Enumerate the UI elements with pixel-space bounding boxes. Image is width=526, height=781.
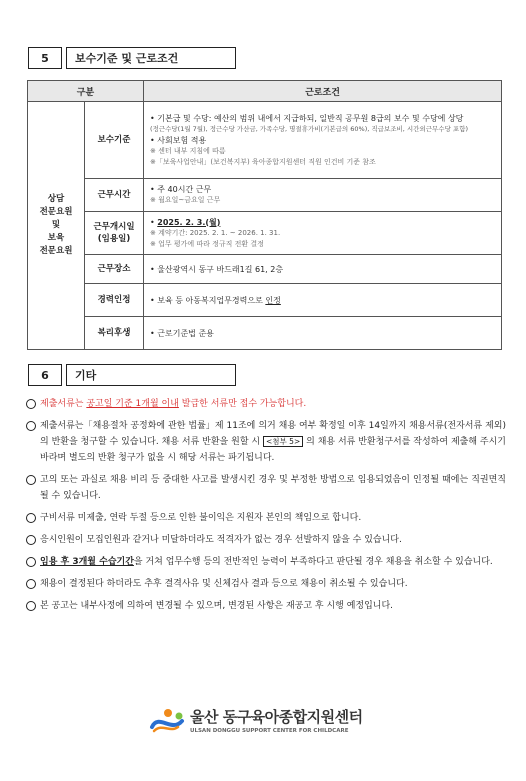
list-item: 제출서류는「채용절차 공정화에 관한 법률」제 11조에 의거 채용 여부 확정일 이후 14일까지 채용서류(전자서류 제외)의 반환을 청구할 수 있습니다. 채용 서류 반환을 원할 시 <첨부 5> 의 채용 서류 반환청구서를 작성하여 제출해 주시기 바라며 별도의 반환 청구가 없을 시 해당 서류는 파기됩니다.: [26, 418, 506, 466]
career-label: 경력인정: [85, 284, 144, 317]
career-value: • 보육 등 아동복지업무경력으로 인정: [144, 284, 502, 317]
circle-bullet-icon: [26, 513, 36, 523]
table-row-pay: [28, 102, 502, 179]
section-5-number: 5: [28, 47, 62, 69]
section-6-heading: [28, 364, 236, 386]
table-row-hours: [28, 179, 502, 212]
table-row-welfare: [28, 317, 502, 350]
section-6-number: 6: [28, 364, 62, 386]
section-5-title: 보수기준 및 근로조건: [66, 47, 236, 69]
notes-list: [26, 396, 506, 620]
table-row-start: [28, 212, 502, 255]
start-value: • 2025. 2. 3.(월) ※ 계약기간: 2025. 2. 1. ~ 2026. 1. 31. ※ 업무 평가에 따라 정규직 전환 결정: [144, 212, 502, 255]
table-row-career: [28, 284, 502, 317]
footer-name-kr: 울산 동구육아종합지원센터: [190, 708, 363, 726]
circle-bullet-icon: [26, 535, 36, 545]
list-item: 응시인원이 모집인원과 같거나 미달하더라도 적격자가 없는 경우 선발하지 않을 수 있습니다.: [26, 532, 506, 548]
footer-logo: [148, 706, 363, 734]
pay-label: 보수기준: [85, 102, 144, 179]
pay-value: • 기본급 및 수당: 예산의 범위 내에서 지급하되, 일반직 공무원 8급의 보수 및 수당에 상당 (정근수당(1월 7월), 정근수당 가산금, 가족수당, 명절휴가비(기본급의 60%), 직급보조비, 시간외근무수당 포함) • 사회보험 적용 ※ 센터 내부 지침에 따름 ※「보육사업안내」(보건복지부) 육아종합지원센터 직원 인건비 기준 참조: [144, 102, 502, 179]
list-item: 고의 또는 과실로 채용 비리 등 중대한 사고를 발생시킨 경우 및 부정한 방법으로 임용되었음이 인정될 때에는 직권면직 될 수 있습니다.: [26, 472, 506, 504]
circle-bullet-icon: [26, 601, 36, 611]
circle-bullet-icon: [26, 579, 36, 589]
table-row-place: [28, 255, 502, 284]
group-label: 상담 전문요원 및 보육 전문요원: [28, 102, 85, 350]
header-conditions: 근로조건: [144, 81, 502, 102]
list-item: 채용이 결정된다 하더라도 추후 결격사유 및 신체검사 결과 등으로 채용이 취소될 수 있습니다.: [26, 576, 506, 592]
place-label: 근무장소: [85, 255, 144, 284]
start-date: 2025. 2. 3.(월): [157, 217, 221, 227]
attachment-ref: <첨부 5>: [263, 436, 303, 447]
list-item: 본 공고는 내부사정에 의하여 변경될 수 있으며, 변경된 사항은 재공고 후 시행 예정입니다.: [26, 598, 506, 614]
hours-label: 근무시간: [85, 179, 144, 212]
section-5-heading: [28, 47, 236, 69]
table-header-row: [28, 81, 502, 102]
welfare-label: 복리후생: [85, 317, 144, 350]
place-value: • 울산광역시 동구 바드래1길 61, 2층: [144, 255, 502, 284]
conditions-table: [27, 80, 502, 350]
list-item: 임용 후 3개월 수습기간을 거쳐 업무수행 등의 전반적인 능력이 부족하다고 판단될 경우 채용을 취소할 수 있습니다.: [26, 554, 506, 570]
list-item: 구비서류 미제출, 연락 두절 등으로 인한 불이익은 지원자 본인의 책임으로 합니다.: [26, 510, 506, 526]
circle-bullet-icon: [26, 557, 36, 567]
footer-name-en: ULSAN DONGGU SUPPORT CENTER FOR CHILDCARE: [190, 728, 349, 734]
circle-bullet-icon: [26, 421, 36, 431]
center-logo-icon: [148, 707, 186, 733]
welfare-value: • 근로기준법 준용: [144, 317, 502, 350]
start-label: 근무개시일 (임용일): [85, 212, 144, 255]
circle-bullet-icon: [26, 399, 36, 409]
header-category: 구분: [28, 81, 144, 102]
list-item: 제출서류는 공고일 기준 1개월 이내 발급한 서류만 접수 가능합니다.: [26, 396, 506, 412]
section-6-title: 기타: [66, 364, 236, 386]
hours-value: • 주 40시간 근무 ※ 월요일~금요일 근무: [144, 179, 502, 212]
circle-bullet-icon: [26, 475, 36, 485]
